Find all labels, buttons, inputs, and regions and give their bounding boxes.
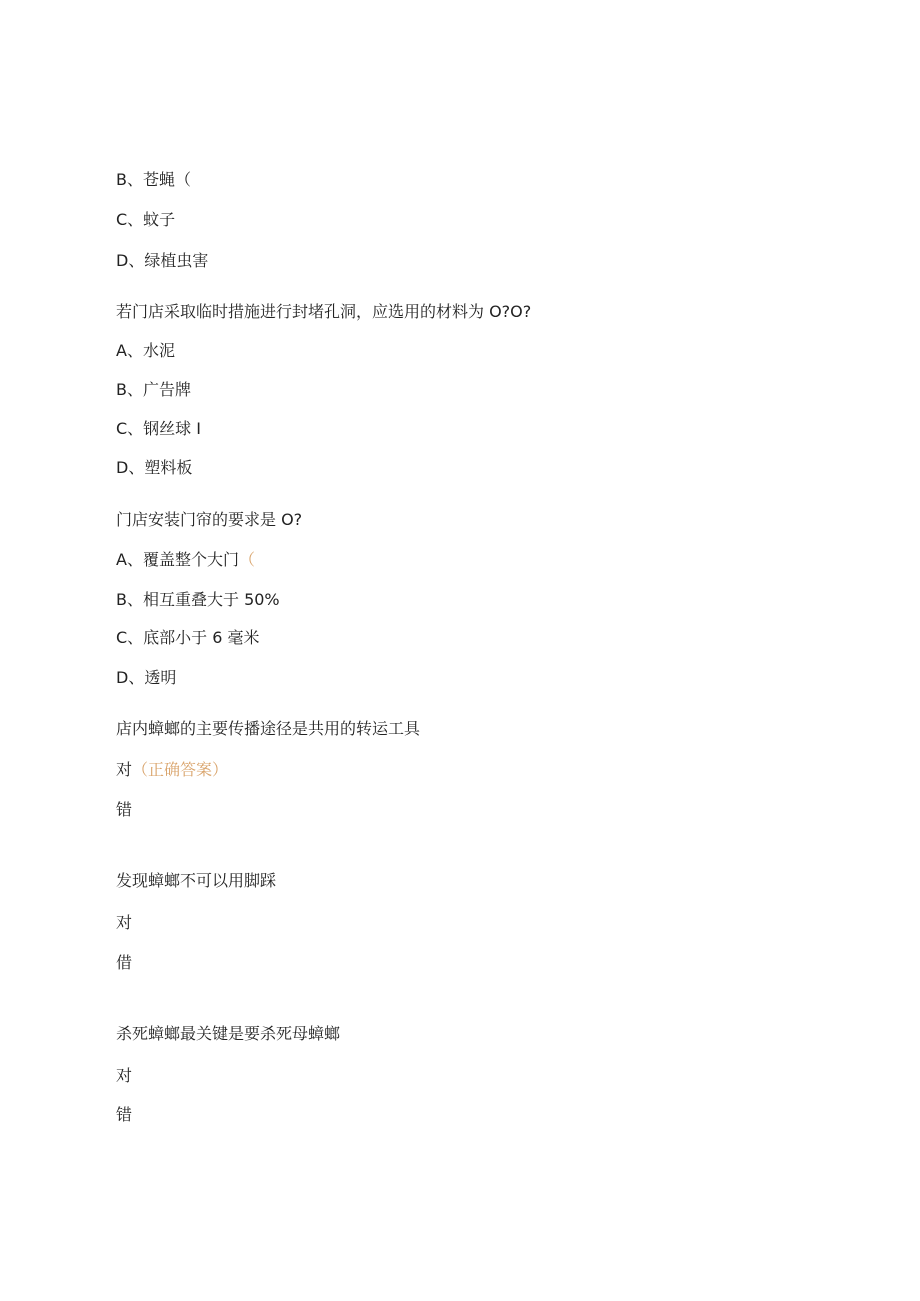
option-q3-a (116, 550, 255, 570)
option-q2-b: B、广告牌 (116, 380, 191, 399)
option-q2-a: A、水泥 (116, 341, 175, 360)
option-q1-d: D、绿植虫害 (116, 251, 209, 270)
question-4: 店内蟑螂的主要传播途径是共用的转运工具 (116, 719, 421, 738)
question-6: 杀死蟑螂最关键是要杀死母蟑螂 (116, 1024, 341, 1043)
option-q4-true (116, 760, 228, 780)
option-q5-false: 借 (116, 953, 133, 972)
correct-answer-label: （正确答案） (132, 760, 229, 779)
option-q3-a-text: A、覆盖整个大门 (116, 550, 239, 569)
question-5: 发现蟑螂不可以用脚踩 (116, 871, 277, 890)
question-2: 若门店采取临时措施进行封堵孔洞，应选用的材料为 O?O? (116, 302, 532, 321)
option-q4-true-text: 对 (116, 760, 133, 779)
option-q2-c: C、钢丝球 I (116, 419, 201, 438)
option-q3-b: B、相互重叠大于 50% (116, 590, 280, 609)
option-q1-c: C、蚊子 (116, 210, 176, 229)
option-q4-false: 错 (116, 800, 133, 819)
option-q1-b: B、苍蝇（ (116, 170, 191, 189)
option-q5-true: 对 (116, 913, 133, 932)
option-q2-d: D、塑料板 (116, 458, 193, 477)
answer-mark: （ (238, 550, 255, 569)
option-q3-d: D、透明 (116, 668, 177, 687)
option-q6-true: 对 (116, 1066, 133, 1085)
option-q6-false: 错 (116, 1105, 133, 1124)
question-3: 门店安装门帘的要求是 O? (116, 510, 303, 529)
option-q3-c: C、底部小于 6 毫米 (116, 628, 260, 647)
